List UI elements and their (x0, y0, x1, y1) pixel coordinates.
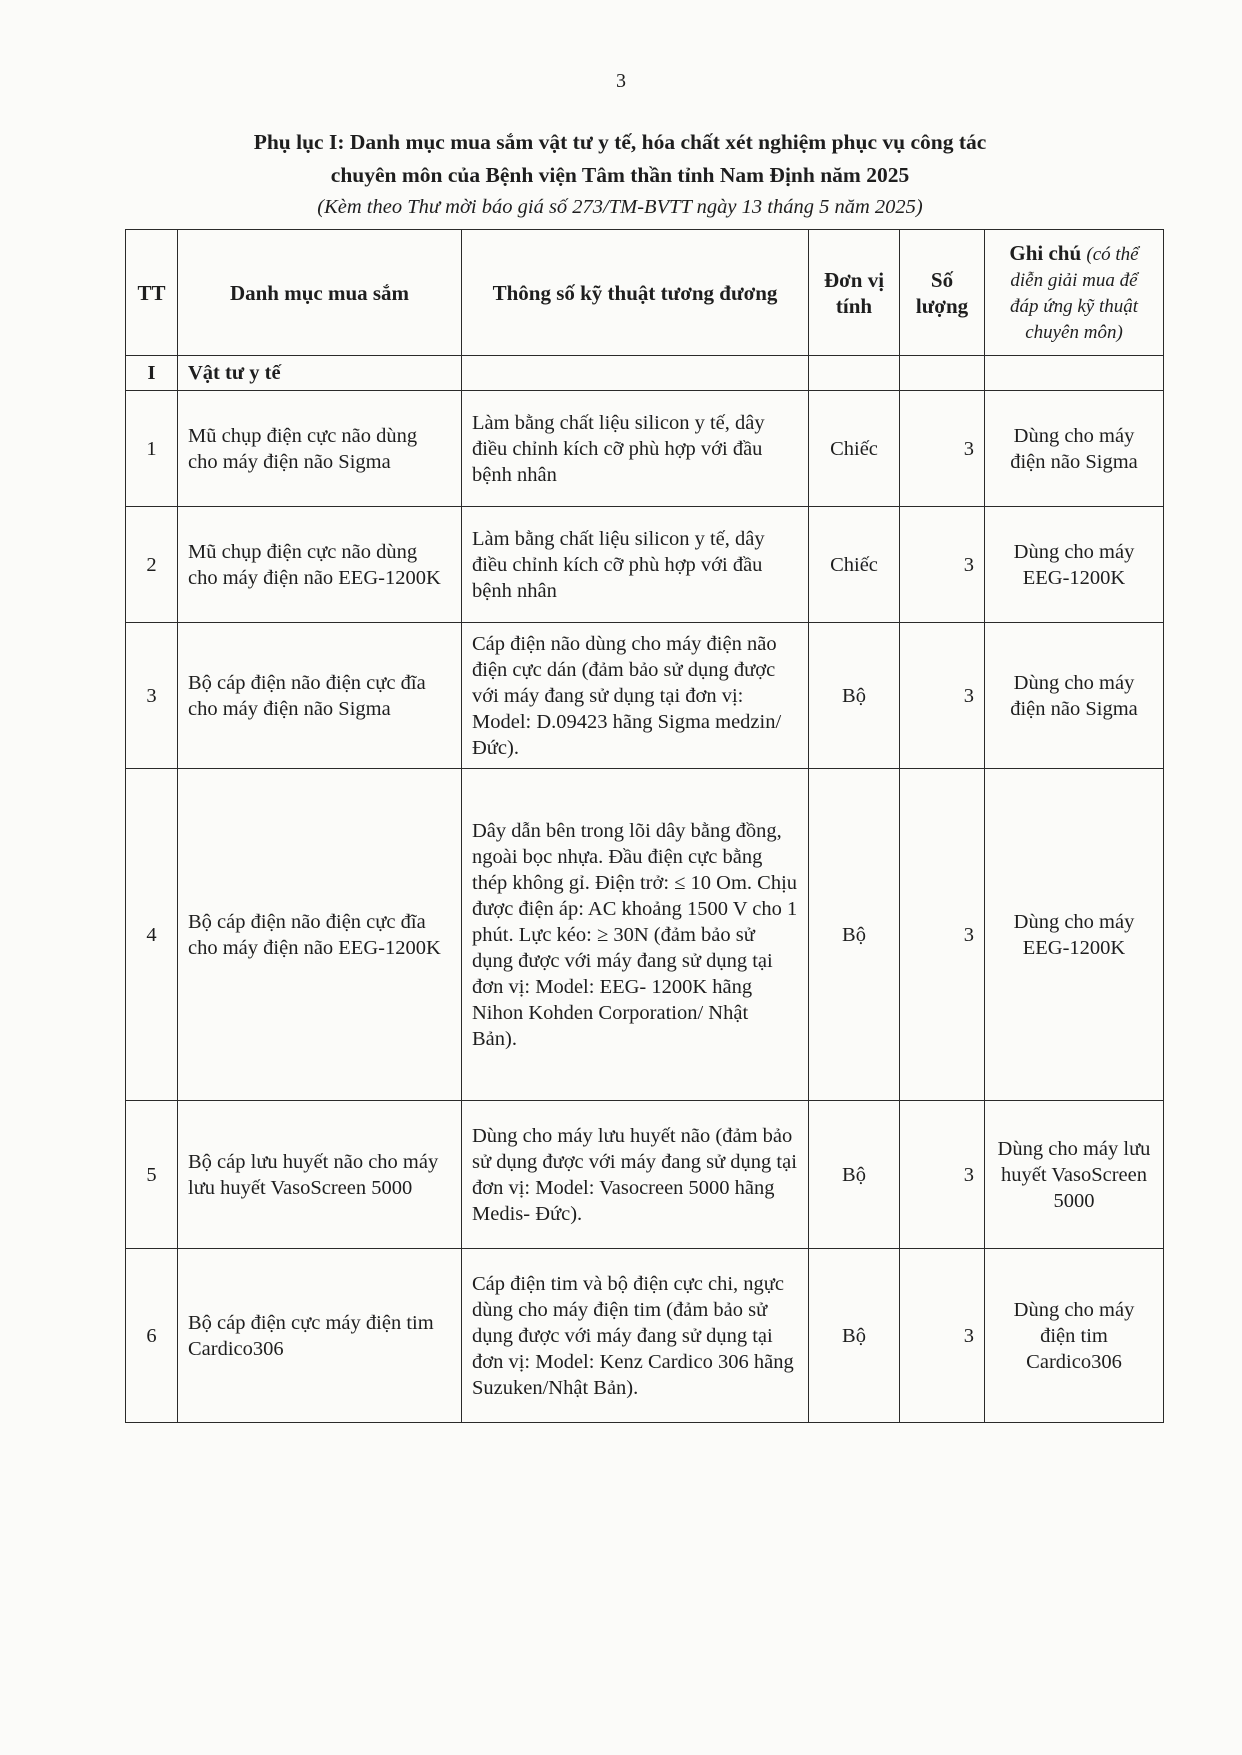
item-spec: Dây dẫn bên trong lõi dây bằng đồng, ngoài bọc nhựa. Đầu điện cực bằng thép không gỉ. Điện trở: ≤ 10 Om. Chịu được điện áp: AC khoảng 1500 V cho 1 phút. Lực kéo: ≥ 30N (đảm bảo sử dụng được với máy đang sử dụng tại đơn vị: Model: EEG- 1200K hãng Nihon Kohden Corporation/ Nhật Bản). (462, 769, 809, 1101)
header-note-desc: (có thể diễn giải mua để đáp ứng kỹ thuật chuyên môn) (1009, 243, 1139, 343)
row-number: 1 (126, 391, 178, 507)
item-qty: 3 (900, 507, 985, 623)
item-note: Dùng cho máy điện não Sigma (985, 623, 1164, 769)
document-title (120, 126, 1120, 192)
title-line-2: chuyên môn của Bệnh viện Tâm thần tỉnh Nam Định năm 2025 (330, 163, 910, 187)
header-item: Danh mục mua sắm (178, 230, 462, 356)
item-spec: Dùng cho máy lưu huyết não (đảm bảo sử dụng được với máy đang sử dụng tại đơn vị: Model: Vasocreen 5000 hãng Medis- Đức). (462, 1101, 809, 1249)
section-number: I (126, 356, 178, 391)
item-unit: Chiếc (809, 507, 900, 623)
page-number: 3 (616, 70, 626, 92)
item-unit: Bộ (809, 1101, 900, 1249)
item-qty: 3 (900, 1249, 985, 1423)
header-unit: Đơn vị tính (809, 230, 900, 356)
item-note: Dùng cho máy lưu huyết VasoScreen 5000 (985, 1101, 1164, 1249)
item-name: Mũ chụp điện cực não dùng cho máy điện não Sigma (178, 391, 462, 507)
empty-cell (985, 356, 1164, 391)
item-note: Dùng cho máy EEG-1200K (985, 769, 1164, 1101)
row-number: 5 (126, 1101, 178, 1249)
table-row (126, 623, 1164, 769)
item-name: Bộ cáp điện não điện cực đĩa cho máy điện não Sigma (178, 623, 462, 769)
item-note: Dùng cho máy EEG-1200K (985, 507, 1164, 623)
item-spec: Cáp điện tim và bộ điện cực chi, ngực dùng cho máy điện tim (đảm bảo sử dụng được với máy đang sử dụng tại đơn vị: Model: Kenz Cardico 306 hãng Suzuken/Nhật Bản). (462, 1249, 809, 1423)
table-row (126, 1101, 1164, 1249)
header-note-label: Ghi chú (1009, 240, 1082, 265)
header-spec: Thông số kỹ thuật tương đương (462, 230, 809, 356)
table-row (126, 1249, 1164, 1423)
table-row (126, 507, 1164, 623)
table-row (126, 391, 1164, 507)
header-tt: TT (126, 230, 178, 356)
item-unit: Bộ (809, 1249, 900, 1423)
item-note: Dùng cho máy điện não Sigma (985, 391, 1164, 507)
empty-cell (900, 356, 985, 391)
item-qty: 3 (900, 391, 985, 507)
item-unit: Bộ (809, 769, 900, 1101)
header-note (985, 230, 1164, 356)
item-name: Bộ cáp điện não điện cực đĩa cho máy điện não EEG-1200K (178, 769, 462, 1101)
item-spec: Cáp điện não dùng cho máy điện não điện cực dán (đảm bảo sử dụng được với máy đang sử dụng tại đơn vị: Model: D.09423 hãng Sigma medzin/ Đức). (462, 623, 809, 769)
table-header-row (126, 230, 1164, 356)
title-line-1: Phụ lục I: Danh mục mua sắm vật tư y tế, hóa chất xét nghiệm phục vụ công tác (253, 130, 987, 154)
item-qty: 3 (900, 1101, 985, 1249)
section-row (126, 356, 1164, 391)
header-qty: Số lượng (900, 230, 985, 356)
item-unit: Chiếc (809, 391, 900, 507)
table-row (126, 769, 1164, 1101)
item-note: Dùng cho máy điện tim Cardico306 (985, 1249, 1164, 1423)
procurement-table (125, 229, 1164, 1423)
item-name: Bộ cáp điện cực máy điện tim Cardico306 (178, 1249, 462, 1423)
item-qty: 3 (900, 623, 985, 769)
row-number: 3 (126, 623, 178, 769)
row-number: 4 (126, 769, 178, 1101)
row-number: 2 (126, 507, 178, 623)
item-name: Mũ chụp điện cực não dùng cho máy điện não EEG-1200K (178, 507, 462, 623)
empty-cell (462, 356, 809, 391)
item-name: Bộ cáp lưu huyết não cho máy lưu huyết VasoScreen 5000 (178, 1101, 462, 1249)
item-qty: 3 (900, 769, 985, 1101)
item-spec: Làm bằng chất liệu silicon y tế, dây điều chỉnh kích cỡ phù hợp với đầu bệnh nhân (462, 391, 809, 507)
empty-cell (809, 356, 900, 391)
document-subtitle: (Kèm theo Thư mời báo giá số 273/TM-BVTT ngày 13 tháng 5 năm 2025) (317, 196, 923, 218)
item-spec: Làm bằng chất liệu silicon y tế, dây điều chỉnh kích cỡ phù hợp với đầu bệnh nhân (462, 507, 809, 623)
row-number: 6 (126, 1249, 178, 1423)
item-unit: Bộ (809, 623, 900, 769)
section-name: Vật tư y tế (178, 356, 462, 391)
